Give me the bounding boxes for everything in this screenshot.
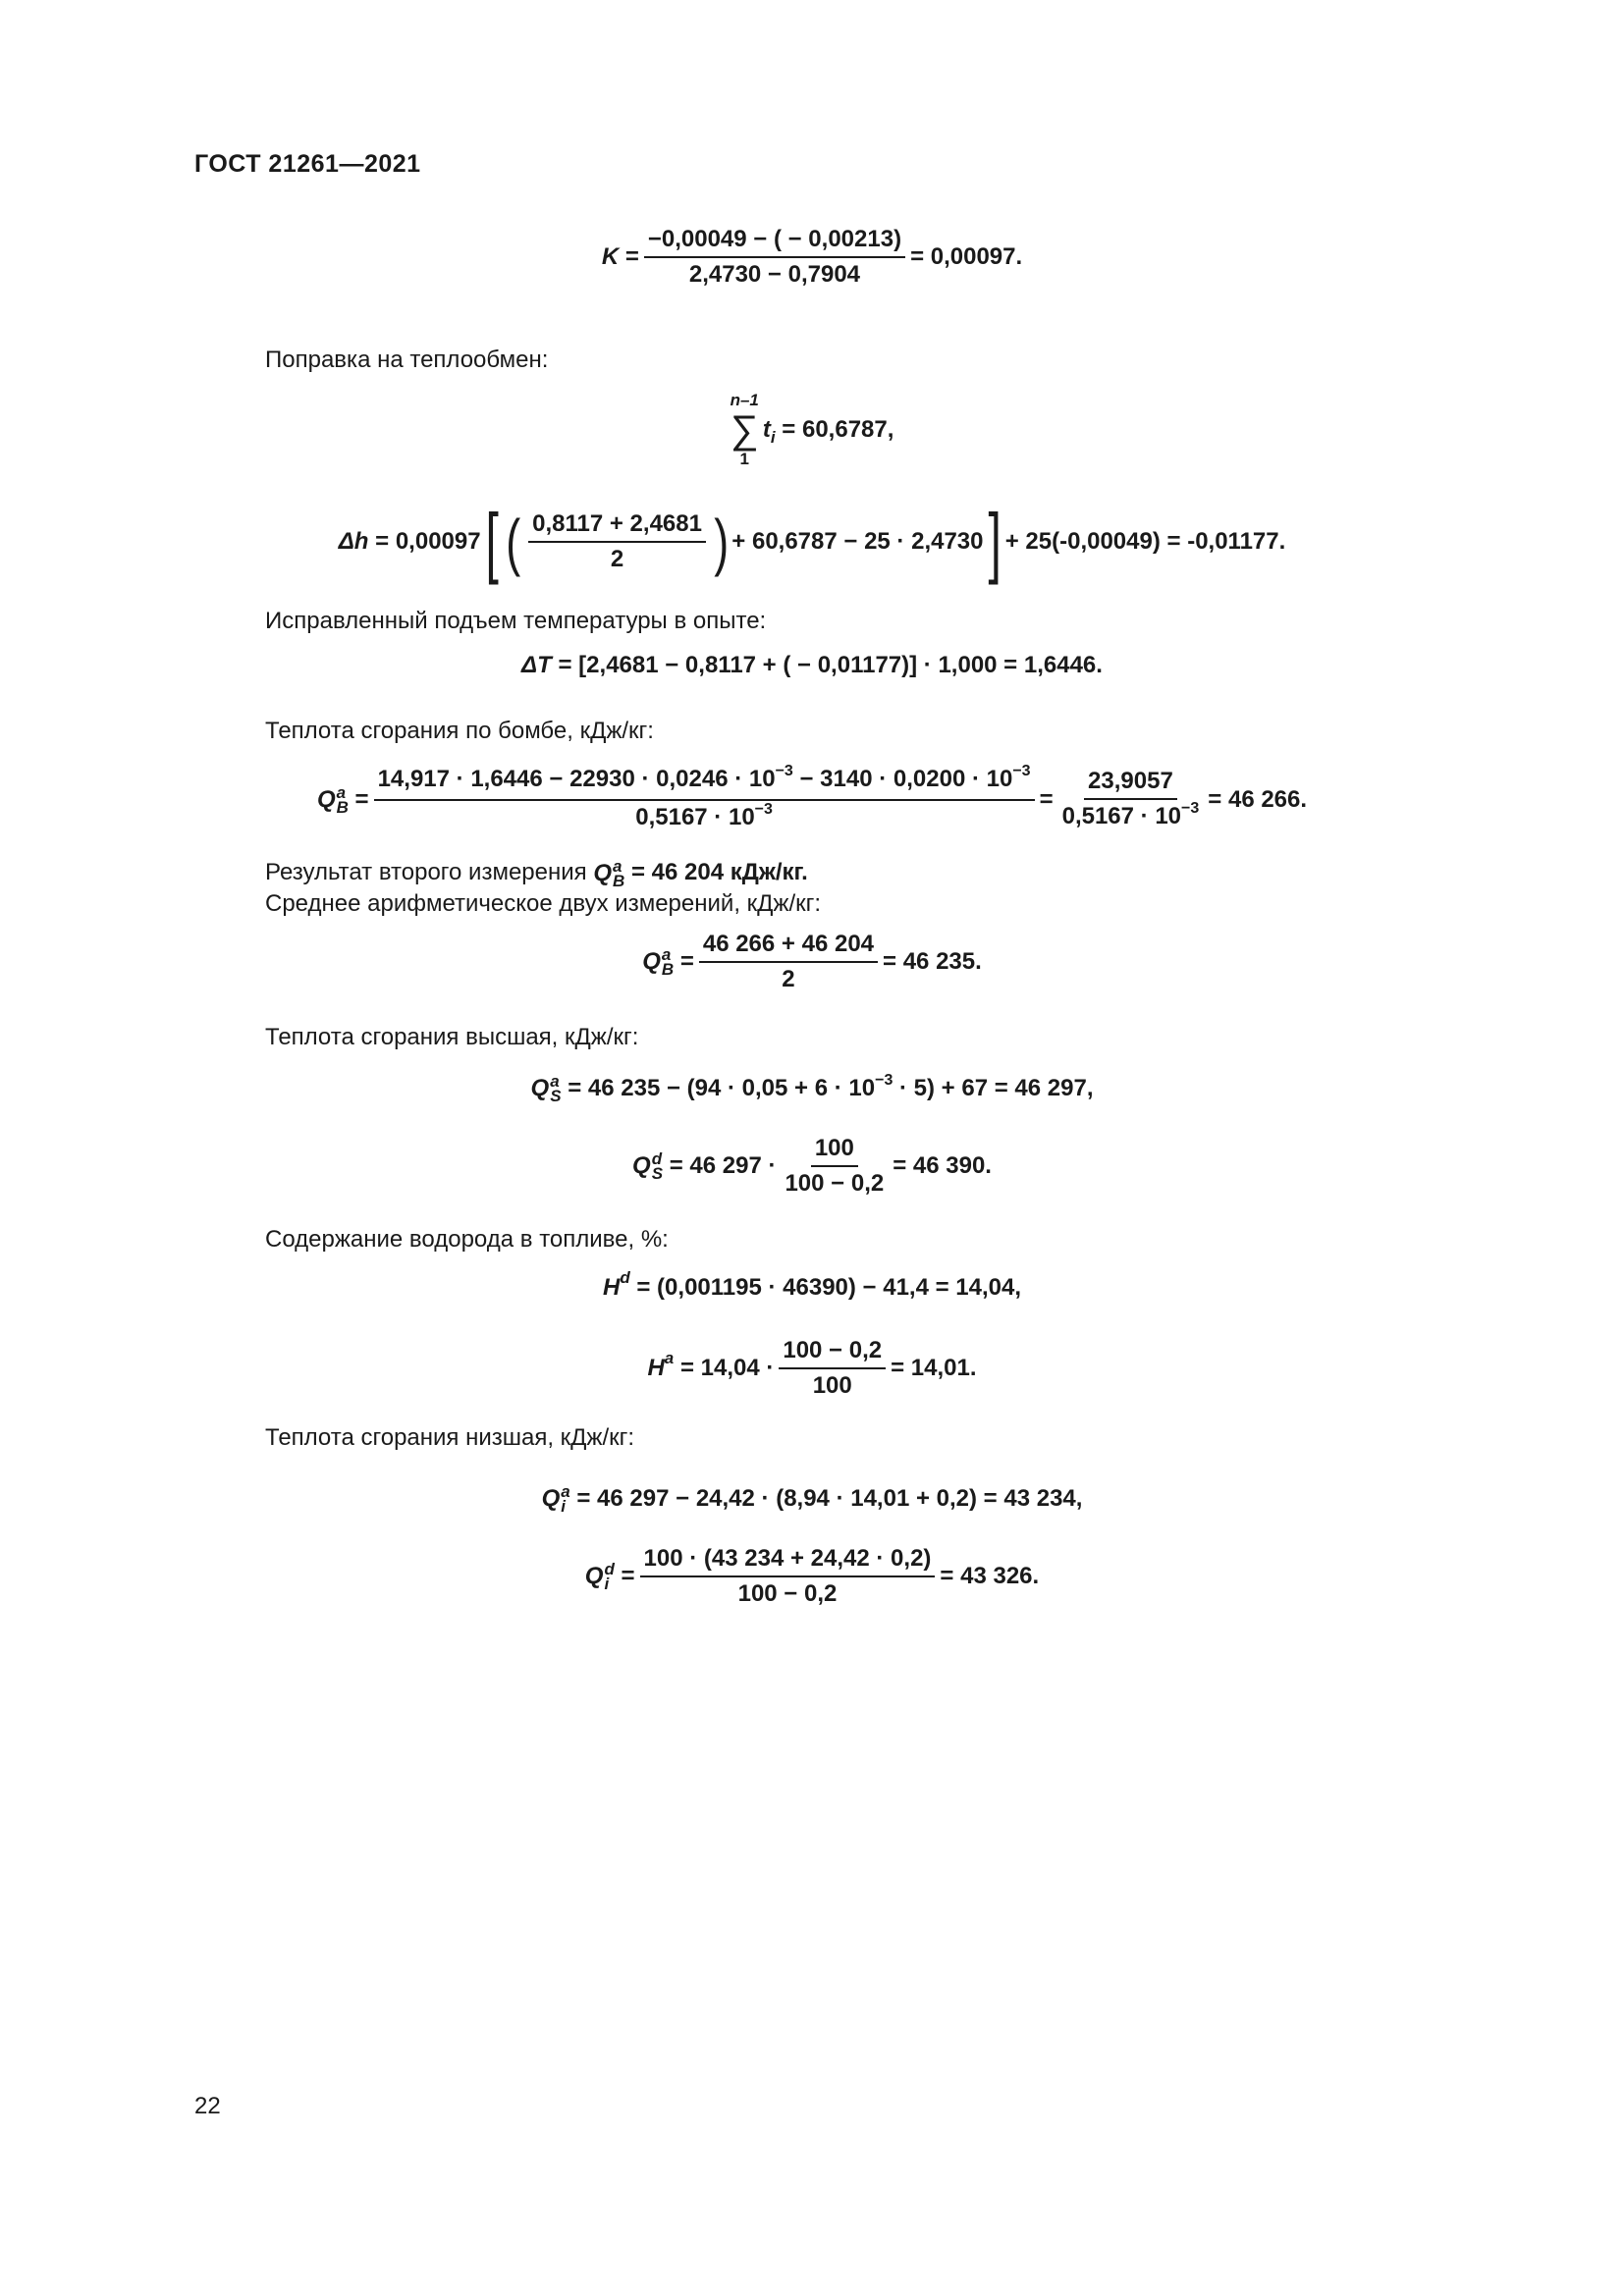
mean-symbol: Q a B	[642, 945, 675, 979]
page-number: 22	[194, 2093, 221, 2119]
mean-denominator: 2	[782, 966, 795, 992]
equation-k: K = $\frac{-0,00049 - ( - 0,00213)}{2,4730 - 0,7904}$ = 0,00097.	[601, 226, 1023, 288]
document-header: ГОСТ 21261—2021	[194, 150, 421, 178]
qid-symbol: Q d i	[584, 1560, 615, 1593]
k-result: = 0,00097.	[910, 243, 1023, 270]
sigma-icon: ∑	[730, 408, 759, 452]
qb-result: = 46 266.	[1208, 786, 1308, 813]
second-measure-eq: Q a B = 46 204 кДж/кг.	[593, 856, 808, 890]
equation-qsd	[0, 1135, 1624, 1198]
qid-denominator: 100 − 0,2	[737, 1580, 838, 1607]
mean-label: Среднее арифметическое двух измерений, кДж/кг:	[265, 890, 822, 917]
delta-h-symbol: Δh	[338, 528, 369, 555]
sum-index: i	[770, 428, 776, 447]
hd-body: = (0,001195 · 46390) − 41,4 = 14,04,	[636, 1274, 1022, 1301]
hydrogen-label: Содержание водорода в топливе, %:	[265, 1226, 669, 1253]
k-denominator: 2,4730 − 0,7904	[688, 261, 861, 288]
ha-coef: = 14,04 ·	[679, 1355, 775, 1381]
equation-delta-h	[0, 498, 1624, 585]
delta-h-rest: + 60,6787 − 25 · 2,4730	[731, 528, 984, 555]
qsd-coef: = 46 297 ·	[669, 1152, 777, 1179]
qsa-symbol: Q a S	[530, 1072, 562, 1105]
equation-mean: Q a B = $\frac{46 266 + 46 204}{2}$ = 46 235.	[642, 931, 982, 992]
qsd-numerator: 100	[811, 1135, 858, 1167]
second-measure-line	[265, 858, 808, 888]
qb-numerator-1: $14,917 \cdot 1,6446 - 22930 \cdot 0,0246 \cdot 10^{-3} - 3140 \cdot 0,0200 \cdot 10^{-3}$	[374, 766, 1035, 801]
equation-sum	[0, 391, 1624, 469]
qsd-result: = 46 390.	[893, 1152, 992, 1179]
delta-h-tail: + 25(-0,00049) = -0,01177.	[1004, 528, 1286, 555]
sum-variable: t	[762, 416, 771, 443]
ha-symbol: H	[647, 1355, 665, 1381]
delta-t-symbol: ΔT	[521, 652, 552, 678]
left-paren-icon: (	[506, 507, 520, 577]
qid-fraction	[640, 1545, 936, 1608]
sigma-lower-limit: 1	[739, 450, 749, 468]
sigma-symbol	[731, 391, 759, 469]
qb-fraction-2	[1058, 768, 1204, 833]
delta-h-fraction	[528, 510, 706, 573]
qb-denominator-2: $0,5167 \cdot 10^{-3}$	[1061, 799, 1200, 829]
second-measure-label: Результат второго измерения	[265, 859, 587, 885]
hd-symbol: H	[602, 1274, 621, 1301]
qb-fraction-1	[374, 763, 1035, 834]
mean-numerator: 46 266 + 46 204	[699, 931, 878, 963]
delta-t-body: = [2,4681 − 0,8117 + ( − 0,01177)] · 1,000 = 1,6446.	[558, 652, 1103, 678]
k-symbol: K	[601, 243, 620, 270]
heat-exchange-label: Поправка на теплообмен:	[265, 347, 549, 373]
delta-h-numerator: 0,8117 + 2,4681	[528, 510, 706, 543]
ha-result: = 14,01.	[891, 1355, 977, 1381]
gross-heat-label: Теплота сгорания высшая, кДж/кг:	[265, 1024, 639, 1050]
right-bracket-icon: ]	[987, 498, 1001, 585]
delta-h-coef: = 0,00097	[375, 528, 481, 555]
equation-qsa	[0, 1074, 1624, 1103]
qia-body: = 46 297 − 24,42 · (8,94 · 14,01 + 0,2) = 43 234,	[576, 1485, 1083, 1512]
qb-symbol: Q a B	[316, 783, 349, 817]
qia-symbol: Q a i	[541, 1482, 570, 1516]
delta-h-denominator: 2	[610, 546, 624, 572]
k-numerator: −0,00049 − ( − 0,00213)	[644, 226, 905, 258]
qsd-symbol: Q d S	[632, 1149, 664, 1183]
corrected-rise-label: Исправленный подъем температуры в опыте:	[265, 608, 767, 634]
mean-fraction	[699, 931, 878, 993]
qsd-fraction	[781, 1135, 888, 1198]
qb-denominator-1: $0,5167 \cdot 10^{-3}$	[635, 801, 773, 830]
ha-fraction	[779, 1337, 886, 1400]
equation-qia	[0, 1484, 1624, 1514]
sigma-upper-limit: n–1	[730, 391, 759, 409]
qid-numerator: 100 · (43 234 + 24,42 · 0,2)	[640, 1545, 936, 1577]
right-paren-icon: )	[714, 507, 730, 577]
equation-qb: Q a B = $14,917 \cdot 1,6446 - 22930 \cdot 0,0246 \cdot 10^{-3} - 3140 \cdot 0,0200 \cdot 10^{-3}$ $0,5167 \cdot 10^{-3}$ = $\frac{23,9057}{0,5167 \cdot 10^{-3}}$ = 46 266.	[0, 766, 1624, 834]
ha-denominator: 100	[812, 1372, 852, 1399]
k-fraction	[644, 226, 905, 289]
second-measure-value: = 46 204 кДж/кг.	[630, 859, 808, 885]
qb-numerator-2: 23,9057	[1084, 768, 1177, 800]
equation-qid: Q d i = $\frac{100 \cdot (43 234 + 24,42 \cdot 0,2)}{100 - 0,2}$ = 43 326.	[584, 1545, 1040, 1607]
qsd-denominator: 100 − 0,2	[785, 1170, 885, 1197]
mean-result: = 46 235.	[883, 948, 982, 975]
net-heat-label: Теплота сгорания низшая, кДж/кг:	[265, 1424, 635, 1451]
ha-numerator: 100 − 0,2	[779, 1337, 886, 1369]
qsa-body: = 46 $235 - (94 \cdot 0,05 + 6 \cdot 10^{-3} \cdot 5) + 67 = 46$ 297,	[568, 1072, 1094, 1101]
equation-ha: H a = 14,04 · $\frac{100 - 0,2}{100}$ = 14,01.	[647, 1337, 977, 1399]
equation-hd: H d = (0,001195 · 46390) − 41,4 = 14,04,	[602, 1268, 1022, 1301]
bomb-heat-label: Теплота сгорания по бомбе, кДж/кг:	[265, 718, 654, 744]
sum-result: = 60,6787,	[782, 416, 894, 443]
qid-result: = 43 326.	[940, 1563, 1040, 1589]
left-bracket-icon: [	[485, 498, 499, 585]
equation-delta-t	[0, 652, 1624, 679]
